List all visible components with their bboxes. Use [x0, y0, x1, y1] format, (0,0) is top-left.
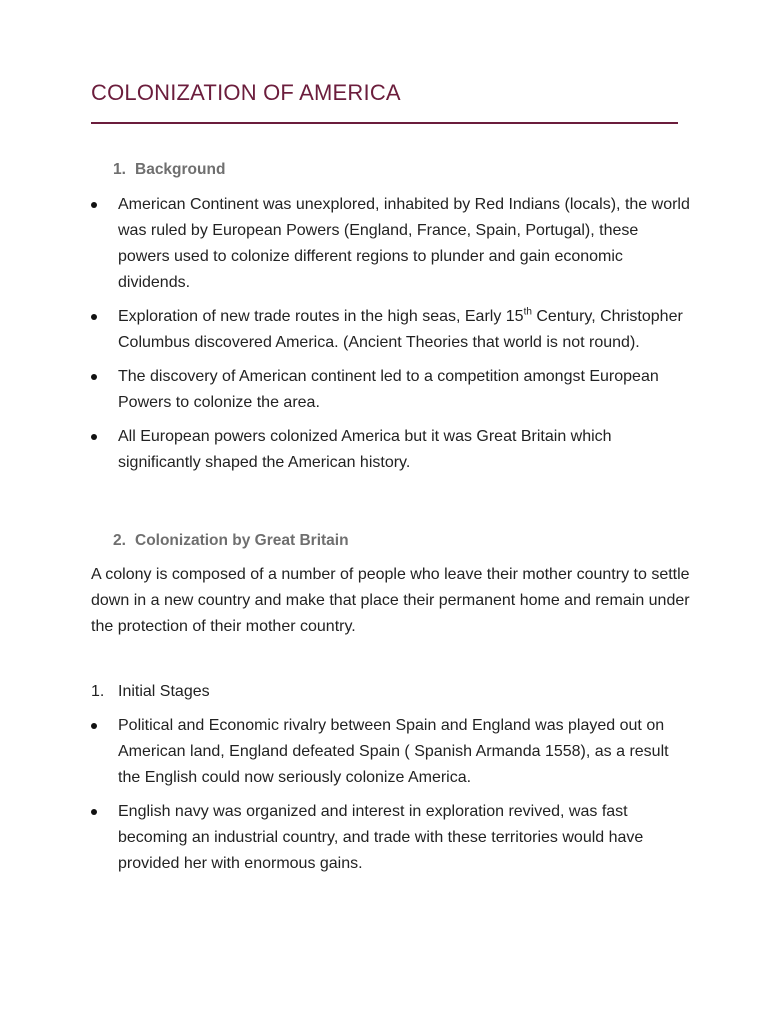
bullet-icon	[91, 434, 97, 440]
section-heading-colonization	[113, 532, 349, 550]
section-heading-text: Colonization by Great Britain	[135, 532, 349, 549]
document-title: COLONIZATION OF AMERICA	[91, 80, 401, 105]
list-item	[91, 304, 691, 356]
list-item	[91, 192, 691, 296]
list-item-text: American Continent was unexplored, inhabited by Red Indians (locals), the world was ruled by European Powers (England, France, Spain, Portugal), these powers used to colonize different regions to plunder and gain economic dividends.	[118, 196, 690, 291]
initial-stages-bullet-list	[91, 713, 691, 877]
list-item-text: English navy was organized and interest in exploration revived, was fast becoming an industrial country, and trade with these territories would have provided her with enormous gains.	[118, 803, 644, 872]
list-item-text: Political and Economic rivalry between Spain and England was played out on American land, England defeated Spain ( Spanish Armanda 1558), as a result the English could now seriously colonize America.	[118, 717, 669, 786]
title-underline	[91, 122, 678, 124]
section-number: 1.	[113, 161, 126, 178]
subsection-heading-text: Initial Stages	[118, 683, 210, 700]
bullet-icon	[91, 723, 97, 729]
background-bullet-list	[91, 192, 691, 476]
bullet-icon	[91, 202, 97, 208]
list-item-text-before: Exploration of new trade routes in the high seas, Early 15	[118, 308, 524, 325]
list-item	[91, 713, 691, 791]
subsection-number: 1.	[91, 683, 105, 700]
bullet-icon	[91, 314, 97, 320]
bullet-icon	[91, 374, 97, 380]
list-item-text: The discovery of American continent led to a competition amongst European Powers to colonize the area.	[118, 368, 659, 411]
list-item-text: All European powers colonized America but it was Great Britain which significantly shaped the American history.	[118, 428, 612, 471]
list-item	[91, 424, 691, 476]
list-item-text-after: Century, Christopher Columbus discovered America. (Ancient Theories that world is not round).	[118, 308, 683, 351]
section-heading-text: Background	[135, 161, 226, 178]
superscript-th: th	[523, 306, 532, 318]
colony-definition-paragraph: A colony is composed of a number of people who leave their mother country to settle down in a new country and make that place their permanent home and remain under the protection of their mother country.	[91, 566, 690, 635]
list-item	[91, 799, 691, 877]
section-number: 2.	[113, 532, 126, 549]
section-heading-background	[113, 161, 225, 179]
list-item	[91, 364, 691, 416]
bullet-icon	[91, 809, 97, 815]
subsection-heading-initial-stages	[91, 683, 210, 701]
